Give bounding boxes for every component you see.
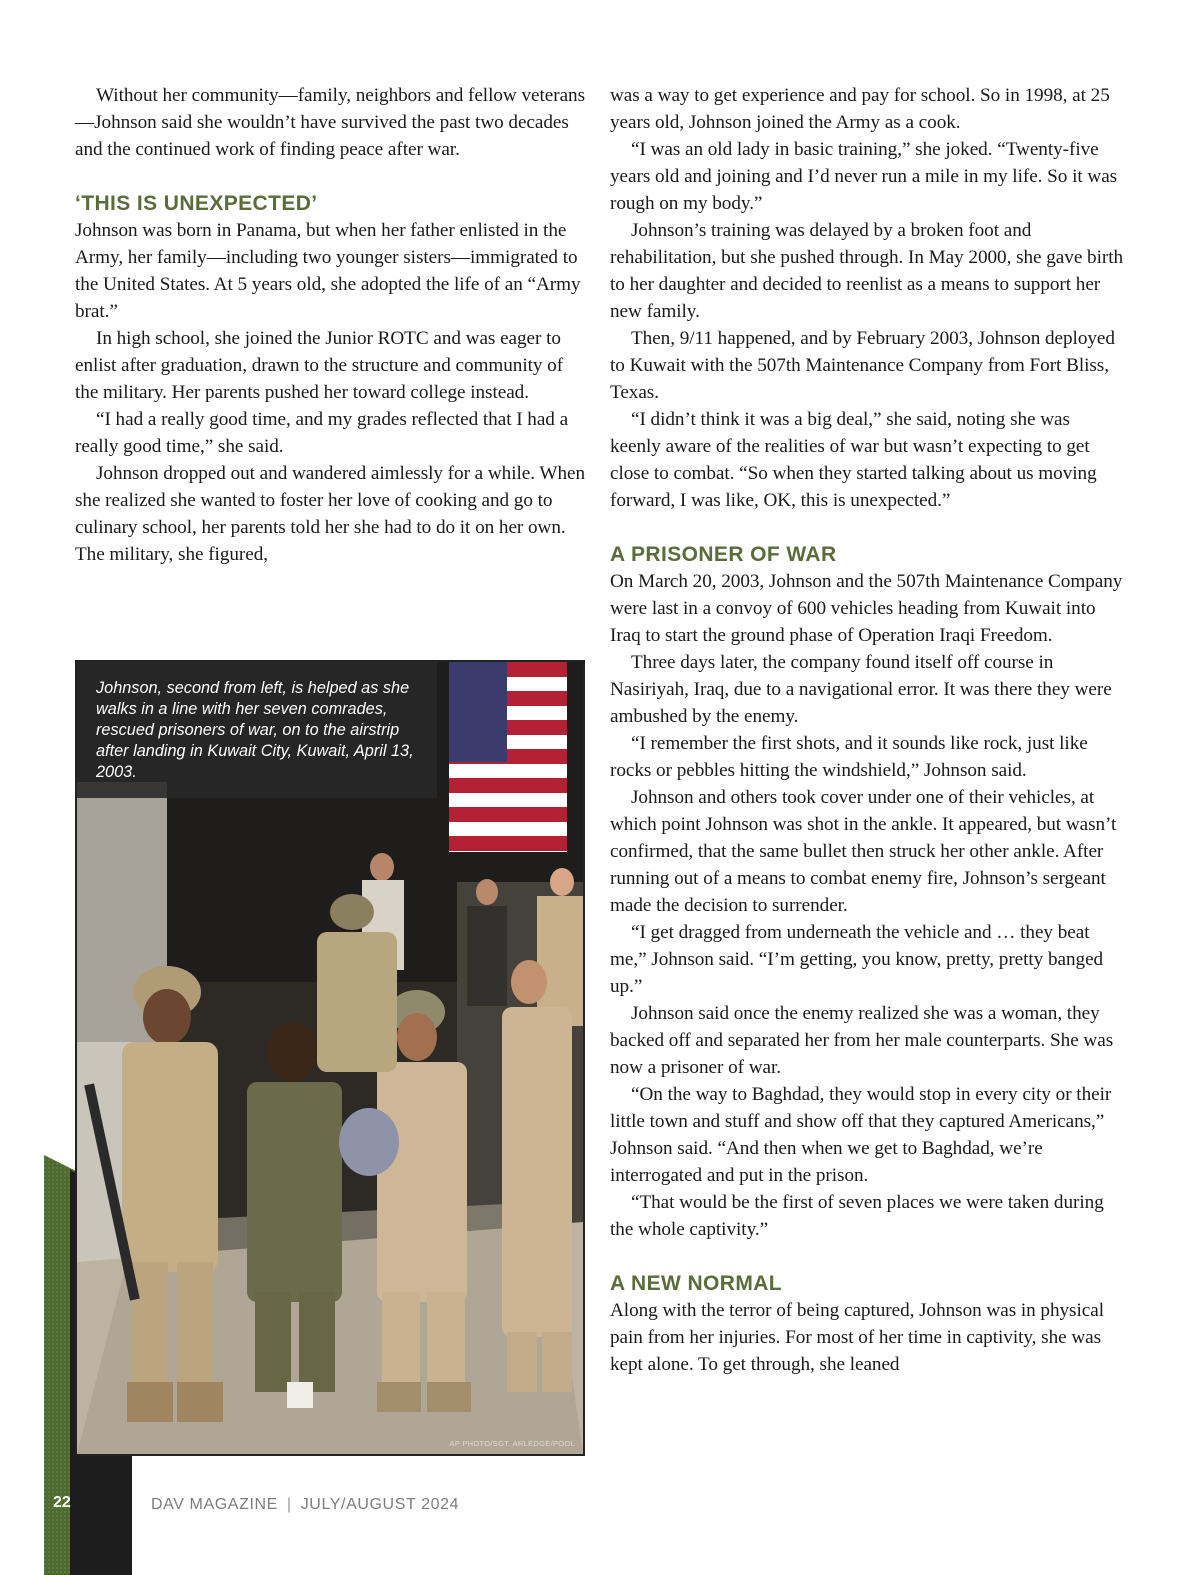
rescued-pow-photo <box>75 660 585 1456</box>
body-paragraph: Johnson said once the enemy realized she was a woman, they backed off and separated her from her male counterparts. She was now a prisoner of war. <box>610 1003 1114 1078</box>
body-paragraph: “I was an old lady in basic training,” she joked. “Twenty-five years old and joining and I’d never run a mile in my life. So it was rough on my body.” <box>610 139 1118 214</box>
footer-line <box>151 1496 459 1514</box>
issue-date: JULY/AUGUST 2024 <box>300 1496 460 1513</box>
page-number: 22 <box>53 1494 71 1511</box>
body-paragraph: Johnson was born in Panama, but when her father enlisted in the Army, her family—including two younger sisters—immigrated to the United States. At 5 years old, she adopted the life of an “Army brat.” <box>75 220 581 322</box>
left-column <box>75 82 585 568</box>
body-paragraph: Along with the terror of being captured, Johnson was in physical pain from her injuries. For most of her time in captivity, she was kept alone. To get through, she leaned <box>610 1300 1104 1375</box>
body-paragraph: Then, 9/11 happened, and by February 2003, Johnson deployed to Kuwait with the 507th Maintenance Company from Fort Bliss, Texas. <box>610 328 1115 403</box>
body-paragraph: “I get dragged from underneath the vehicle and … they beat me,” Johnson said. “I’m getting, you know, pretty, pretty banged up.” <box>610 922 1104 997</box>
body-paragraph: was a way to get experience and pay for school. So in 1998, at 25 years old, Johnson joined the Army as a cook. <box>610 85 1110 133</box>
body-paragraph: “On the way to Baghdad, they would stop in every city or their little town and stuff and show off that they captured Americans,” Johnson said. “And then when we get to Baghdad, we’re interrogated and put in the prison. <box>610 1084 1112 1186</box>
body-paragraph: Johnson dropped out and wandered aimlessly for a while. When she realized she wanted to foster her love of cooking and go to culinary school, her parents told her she had to do it on her own. The military, she figured, <box>75 463 586 565</box>
footer-separator: | <box>286 1496 292 1513</box>
body-paragraph: Johnson and others took cover under one of their vehicles, at which point Johnson was shot in the ankle. It appeared, but wasn’t confirmed, that the same bullet then struck her other ankle. After running out of a means to combat enemy fire, Johnson’s sergeant made the decision to surrender. <box>610 787 1117 916</box>
body-paragraph: Three days later, the company found itself off course in Nasiriyah, Iraq, due to a navigational error. It was there they were ambushed by the enemy. <box>610 652 1112 727</box>
right-column <box>610 82 1125 1378</box>
body-paragraph: In high school, she joined the Junior ROTC and was eager to enlist after graduation, drawn to the structure and community of the military. Her parents pushed her toward college instead. <box>75 328 564 403</box>
body-paragraph: “I had a really good time, and my grades reflected that I had a really good time,” she said. <box>75 409 569 457</box>
section-heading-unexpected: ‘THIS IS UNEXPECTED’ <box>75 192 318 215</box>
body-paragraph: “That would be the first of seven places we were taken during the whole captivity.” <box>610 1192 1104 1240</box>
section-heading-prisoner-of-war: A PRISONER OF WAR <box>610 543 837 566</box>
body-paragraph: “I didn’t think it was a big deal,” she said, noting she was keenly aware of the realities of war but wasn’t expecting to get close to combat. “So when they started talking about us moving forward, I was like, OK, this is unexpected.” <box>610 409 1097 511</box>
section-heading-new-normal: A NEW NORMAL <box>610 1272 783 1295</box>
photo-credit: AP PHOTO/SGT. ARLEDGE/POOL <box>449 1439 575 1448</box>
publication-name: DAV MAGAZINE <box>151 1496 278 1513</box>
body-paragraph: “I remember the first shots, and it sounds like rock, just like rocks or pebbles hitting the windshield,” Johnson said. <box>610 733 1088 781</box>
body-paragraph: Johnson’s training was delayed by a broken foot and rehabilitation, but she pushed through. In May 2000, she gave birth to her daughter and decided to reenlist as a means to support her new family. <box>610 220 1124 322</box>
caption-box <box>77 662 437 798</box>
intro-paragraph: Without her community—family, neighbors and fellow veterans—Johnson said she wouldn’t have survived the past two decades and the continued work of finding peace after war. <box>75 85 585 160</box>
body-paragraph: On March 20, 2003, Johnson and the 507th Maintenance Company were last in a convoy of 600 vehicles heading from Kuwait into Iraq to start the ground phase of Operation Iraqi Freedom. <box>610 571 1123 646</box>
photo-caption: Johnson, second from left, is helped as she walks in a line with her seven comrades, rescued prisoners of war, on to the airstrip after landing in Kuwait City, Kuwait, April 13, 2003. <box>96 679 414 781</box>
